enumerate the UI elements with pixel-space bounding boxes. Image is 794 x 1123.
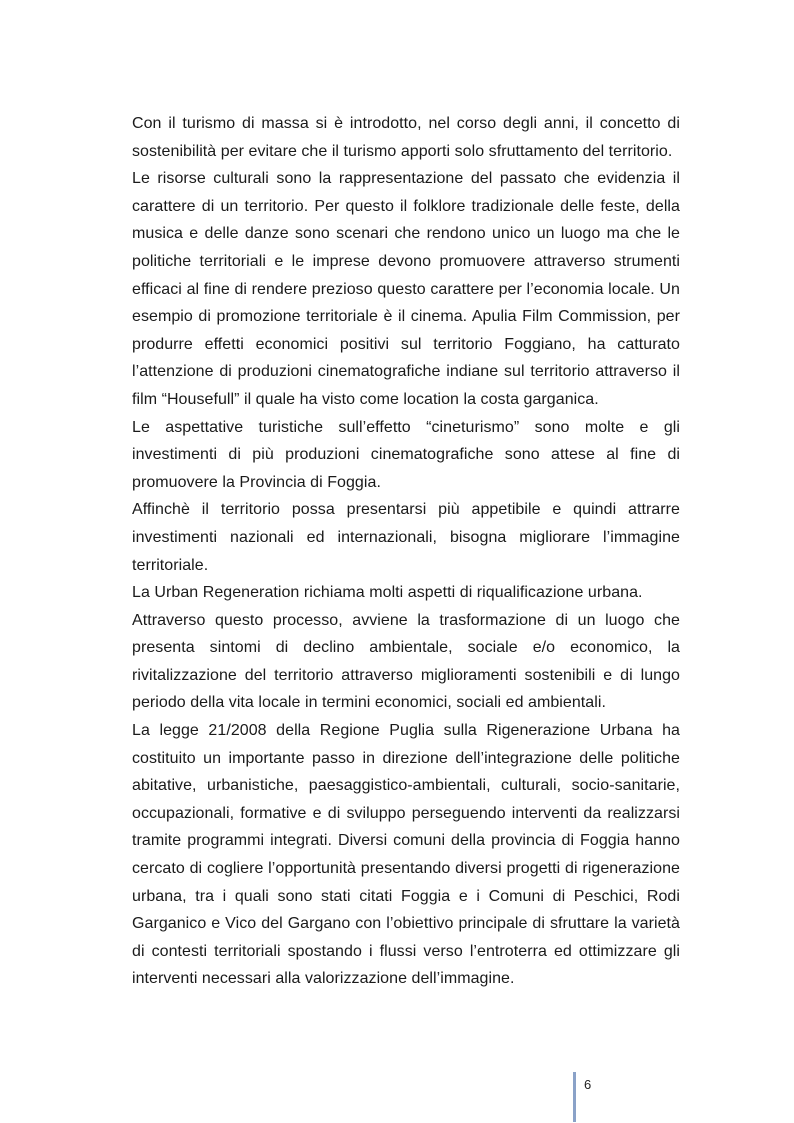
body-text (132, 110, 680, 993)
footer-divider (573, 1072, 576, 1122)
paragraph-territorial-image: Affinchè il territorio possa presentarsi più appetibile e quindi attrarre investimenti nazionali ed internazionali, bisogna migliorare l’immagine territoriale. (132, 501, 680, 574)
page-footer (573, 1072, 591, 1122)
paragraph-transformation-process: Attraverso questo processo, avviene la trasformazione di un luogo che presenta sintomi di declino ambientale, sociale e/o economico, la rivitalizzazione del territorio attraverso miglioramenti sostenibili e di lungo periodo della vita locale in termini economici, sociali ed ambientali. (132, 611, 680, 712)
paragraph-sustainability: Con il turismo di massa si è introdotto, nel corso degli anni, il concetto di sostenibilità per evitare che il turismo apporti solo sfruttamento del territorio. (132, 115, 680, 160)
paragraph-cultural-resources: Le risorse culturali sono la rappresentazione del passato che evidenzia il carattere di un territorio. Per questo il folklore tradizionale delle feste, della musica e delle danze sono scenari che rendono unico un luogo ma che le politiche territoriali e le imprese devono promuovere attraverso strumenti efficaci al fine di rendere prezioso questo carattere per l’economia locale. Un esempio di promozione territoriale è il cinema. Apulia Film Commission, per produrre effetti economici positivi sul territorio Foggiano, ha catturato l’attenzione di produzioni cinematografiche indiane sul territorio attraverso il film “Housefull” il quale ha visto come location la costa garganica. (132, 170, 680, 408)
paragraph-cineturismo: Le aspettative turistiche sull’effetto “cineturismo” sono molte e gli investimenti di più produzioni cinematografiche sono attese al fine di promuovere la Provincia di Foggia. (132, 418, 680, 491)
paragraph-regional-law: La legge 21/2008 della Regione Puglia sulla Rigenerazione Urbana ha costituito un importante passo in direzione dell’integrazione delle politiche abitative, urbanistiche, paesaggistico-ambientali, culturali, socio-sanitarie, occupazionali, formative e di sviluppo perseguendo interventi da realizzarsi tramite programmi integrati. Diversi comuni della provincia di Foggia hanno cercato di cogliere l’opportunità presentando diversi progetti di rigenerazione urbana, tra i quali sono stati citati Foggia e i Comuni di Peschici, Rodi Garganico e Vico del Gargano con l’obiettivo principale di sfruttare la varietà di contesti territoriali spostando i flussi verso l’entroterra ed ottimizzare gli interventi necessari alla valorizzazione dell’immagine. (132, 722, 680, 988)
page-number: 6 (584, 1077, 592, 1092)
paragraph-urban-regeneration: La Urban Regeneration richiama molti aspetti di riqualificazione urbana. (132, 584, 643, 602)
